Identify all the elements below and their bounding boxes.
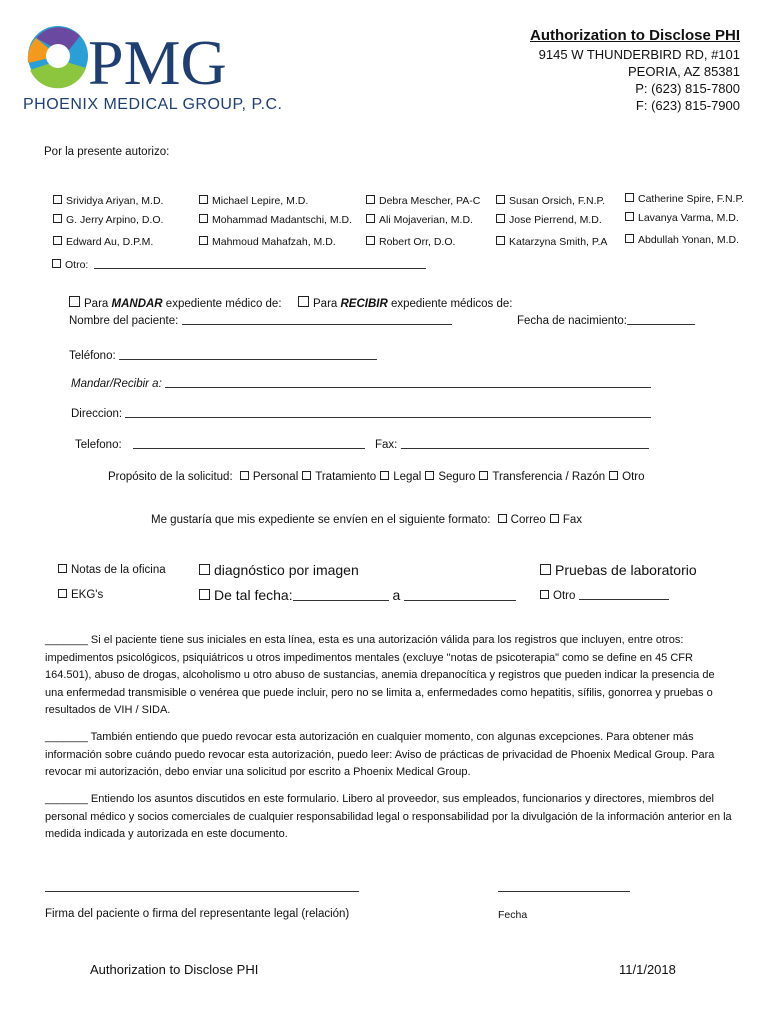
provider-option[interactable] (625, 234, 739, 246)
signature-label: Firma del paciente o firma del representante legal (relación) (45, 908, 350, 920)
send-receive-field[interactable] (165, 377, 651, 388)
signature-line[interactable] (45, 891, 359, 892)
purpose-option-label: Personal (252, 471, 299, 483)
provider-option[interactable] (366, 236, 455, 248)
checkbox[interactable] (302, 471, 311, 480)
checkbox[interactable] (496, 214, 505, 223)
fax-row (375, 438, 649, 451)
format-row (151, 514, 582, 526)
provider-name: Lavanya Varma, M.D. (638, 212, 739, 224)
checkbox[interactable] (625, 212, 634, 221)
provider-name: Susan Orsich, F.N.P. (509, 195, 606, 207)
provider-option[interactable] (53, 236, 153, 248)
send-option[interactable] (69, 296, 282, 310)
company-name: PHOENIX MEDICAL GROUP, P.C. (23, 96, 283, 113)
checkbox[interactable] (69, 296, 80, 307)
send-receive-row (71, 377, 651, 390)
checkbox[interactable] (199, 214, 208, 223)
provider-option[interactable] (199, 236, 336, 248)
imaging-label: diagnóstico por imagen (214, 562, 359, 578)
checkbox[interactable] (53, 236, 62, 245)
dob-field[interactable] (627, 314, 695, 325)
to-date-field[interactable] (404, 590, 516, 601)
records-other[interactable] (540, 589, 669, 602)
from-date-field[interactable] (293, 590, 389, 601)
paragraph-sensitive-records: _______ Si el paciente tiene sus iniciales en esta línea, esta es una autorización válida para los registros que incluyen, entre otros: impedimentos psicológicos, psiquiátricos u otros impedimentos mentales (excluye "notas de psicoterapia" como se define en 45 CFR 164.501), abuso de drogas, alcoholismo u otro abuso de sustancias, anemia drepanocítica y registros que pueden indicar la presencia de una enfermedad transmisible o venérea que puede incluir, pero no se limita a, enfermedades como hepatitis, sífilis, gonorrea y pruebas o resultados de VIH / SIDA. (45, 634, 715, 716)
receive-post: expediente médicos de: (387, 298, 513, 310)
provider-name: Edward Au, D.P.M. (66, 236, 154, 248)
format-option-label: Fax (562, 514, 582, 526)
address-line2: PEORIA, AZ 85381 (627, 64, 740, 79)
dob-label: Fecha de nacimiento: (517, 315, 627, 327)
format-label: Me gustaría que mis expediente se envíen en el siguiente formato: (151, 514, 491, 526)
doc-title: Authorization to Disclose PHI (529, 27, 740, 44)
purpose-option[interactable] (609, 471, 644, 483)
provider-name: Michael Lepire, M.D. (212, 195, 309, 207)
purpose-option-label: Tratamiento (315, 471, 377, 483)
purpose-option[interactable] (380, 471, 421, 483)
purpose-option[interactable] (240, 471, 298, 483)
provider-option[interactable] (496, 195, 605, 207)
checkbox[interactable] (298, 296, 309, 307)
paragraph-revocation: _______ También entiendo que puedo revocar esta autorización en cualquier momento, con algunas excepciones. Para obtener más información sobre cuándo puedo revocar esta autorización, puedo leer: Aviso de prácticas de privacidad de Phoenix Medical Group. Para revocar mi autorización, debo enviar una solicitud por escrito a Phoenix Medical Group. (45, 731, 715, 778)
records-other-field[interactable] (579, 589, 669, 600)
records-ekg[interactable] (58, 589, 103, 601)
provider-name: Srividya Ariyan, M.D. (66, 195, 164, 207)
address-line1: 9145 W THUNDERBIRD RD, #101 (538, 47, 740, 62)
patient-name-row (69, 314, 452, 327)
format-option[interactable] (498, 514, 546, 526)
provider-name: Mohammad Madantschi, M.D. (212, 214, 353, 226)
provider-option[interactable] (625, 193, 744, 205)
purpose-option[interactable] (479, 471, 605, 483)
provider-name: Ali Mojaverian, M.D. (379, 214, 473, 226)
checkbox[interactable] (53, 214, 62, 223)
checkbox[interactable] (479, 471, 488, 480)
checkbox[interactable] (366, 214, 375, 223)
provider-option[interactable] (496, 214, 602, 226)
checkbox[interactable] (58, 564, 67, 573)
phone-number: P: (623) 815-7800 (635, 81, 740, 96)
checkbox[interactable] (366, 195, 375, 204)
intro-text: Por la presente autorizo: (44, 146, 170, 158)
checkbox[interactable] (58, 589, 67, 598)
provider-option[interactable] (625, 212, 739, 224)
phone-field[interactable] (119, 349, 377, 360)
records-other-label: Otro (553, 590, 576, 602)
footer-date: 11/1/2018 (619, 962, 676, 977)
patient-name-field[interactable] (182, 314, 452, 325)
purpose-option[interactable] (425, 471, 475, 483)
checkbox[interactable] (540, 564, 551, 575)
phone2-row (75, 438, 365, 451)
send-bold: MANDAR (111, 298, 163, 310)
address-field[interactable] (125, 407, 651, 418)
lab-tests-label: Pruebas de laboratorio (555, 562, 697, 578)
office-notes-label: Notas de la oficina (71, 564, 166, 576)
logo-letters: PMG (88, 27, 227, 98)
send-receive-label: Mandar/Recibir a: (71, 378, 162, 390)
ekg-label: EKG's (71, 589, 104, 601)
checkbox[interactable] (240, 471, 249, 480)
from-date-label: De tal fecha: (214, 587, 293, 603)
purpose-option-label: Legal (393, 471, 422, 483)
checkbox[interactable] (496, 236, 505, 245)
purpose-option[interactable] (302, 471, 376, 483)
phone-row (69, 349, 377, 362)
provider-option[interactable] (53, 214, 163, 226)
receive-bold: RECIBIR (340, 298, 388, 310)
checkbox[interactable] (366, 236, 375, 245)
provider-option[interactable] (199, 214, 352, 226)
other-provider-line[interactable] (94, 258, 426, 269)
purpose-row (108, 471, 645, 483)
send-pre: Para (84, 298, 112, 310)
provider-option[interactable] (53, 195, 163, 207)
purpose-option-label: Seguro (438, 471, 476, 483)
other-provider-row (52, 258, 426, 271)
footer-title: Authorization to Disclose PHI (90, 962, 259, 977)
dob-row (517, 314, 695, 327)
provider-name: Robert Orr, D.O. (379, 236, 456, 248)
provider-option[interactable] (366, 214, 473, 226)
purpose-label: Propósito de la solicitud: (108, 471, 233, 483)
receive-pre: Para (313, 298, 341, 310)
provider-option[interactable] (199, 195, 308, 207)
provider-name: Debra Mescher, PA-C (379, 195, 481, 207)
provider-option[interactable] (366, 195, 480, 207)
provider-option[interactable] (496, 236, 607, 248)
purpose-option-label: Transferencia / Razón (492, 471, 606, 483)
provider-name: Jose Pierrend, M.D. (509, 214, 602, 226)
checkbox[interactable] (199, 589, 210, 600)
date-label: Fecha (498, 909, 528, 921)
checkbox[interactable] (53, 195, 62, 204)
purpose-option-label: Otro (622, 471, 645, 483)
provider-name: G. Jerry Arpino, D.O. (66, 214, 164, 226)
checkbox[interactable] (380, 471, 389, 480)
checkbox[interactable] (496, 195, 505, 204)
date-line[interactable] (498, 891, 630, 892)
phone-label: Teléfono: (69, 350, 116, 362)
checkbox[interactable] (199, 195, 208, 204)
patient-name-label: Nombre del paciente: (69, 315, 179, 327)
format-option-label: Correo (510, 514, 546, 526)
other-label: Otro: (65, 259, 89, 271)
phone2-field[interactable] (133, 438, 365, 449)
checkbox[interactable] (52, 259, 61, 268)
records-office-notes[interactable] (58, 564, 166, 576)
send-post: expediente médico de: (162, 298, 282, 310)
fax-label: Fax: (375, 439, 398, 451)
phone2-label: Telefono: (75, 439, 122, 451)
address-label: Direccion: (71, 408, 123, 420)
provider-name: Mahmoud Mahafzah, M.D. (212, 236, 336, 248)
records-imaging[interactable] (199, 562, 359, 578)
fax-number: F: (623) 815-7900 (635, 98, 740, 113)
fax-field[interactable] (401, 438, 649, 449)
provider-name: Katarzyna Smith, P.A (509, 236, 608, 248)
receive-option[interactable] (298, 296, 512, 310)
checkbox[interactable] (625, 234, 634, 243)
checkbox[interactable] (609, 471, 618, 480)
checkbox[interactable] (498, 514, 507, 523)
checkbox[interactable] (625, 193, 634, 202)
records-date-range[interactable] (199, 587, 516, 603)
records-lab-tests[interactable] (540, 562, 697, 578)
checkbox[interactable] (199, 564, 210, 575)
checkbox[interactable] (550, 514, 559, 523)
provider-name: Abdullah Yonan, M.D. (638, 234, 739, 246)
checkbox[interactable] (540, 590, 549, 599)
format-option[interactable] (550, 514, 582, 526)
date-to-label: a (392, 587, 401, 603)
checkbox[interactable] (425, 471, 434, 480)
address-row (71, 407, 651, 420)
provider-name: Catherine Spire, F.N.P. (638, 193, 745, 205)
checkbox[interactable] (199, 236, 208, 245)
paragraph-release: _______ Entiendo los asuntos discutidos en este formulario. Libero al proveedor, sus empleados, funcionarios y directores, miembros del personal médico y socios comerciales de cualquier responsabilidad legal o responsabilidad por la divulgación de la información anterior en la medida indicada y autorizada en este documento. (45, 793, 732, 840)
